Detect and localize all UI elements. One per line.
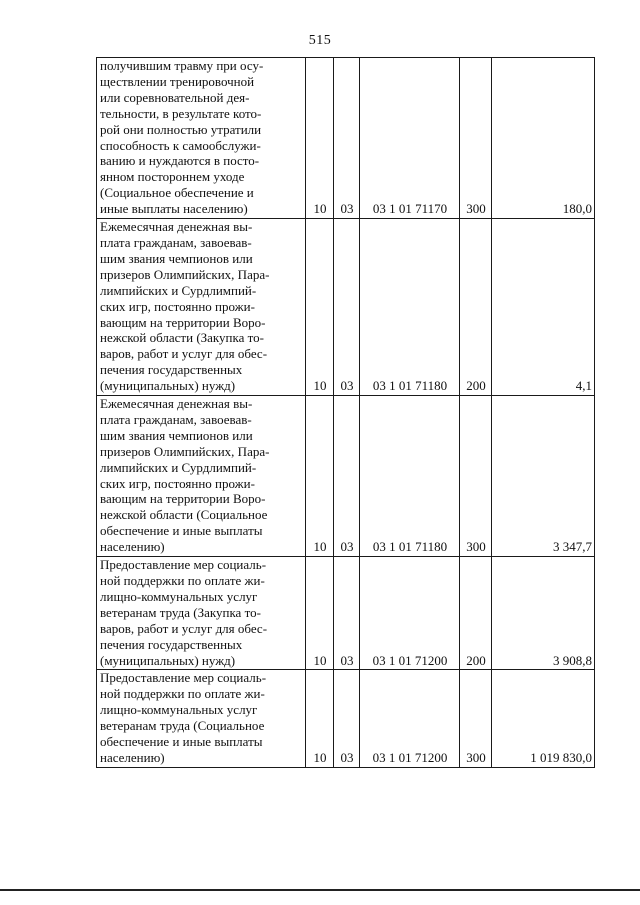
subsection-code: 03 [334,219,360,396]
expense-description [97,396,306,557]
target-article-code: 03 1 01 71180 [360,396,460,557]
description-line: (муниципальных) нужд) [100,652,236,668]
description-line: янном постороннем уходе [100,169,245,185]
description-line: варов, работ и услуг для обес- [100,620,268,636]
description-line: вающим на территории Воро- [100,491,266,507]
description-line: вающим на территории Воро- [100,314,266,330]
expense-type-code: 300 [460,58,492,219]
description-line: способность к самообслужи- [100,137,261,153]
description-line: лимпийских и Сурдлимпий- [100,459,257,475]
description-line: печения государственных [100,636,243,652]
description-line: (Социальное обеспечение и [100,185,254,201]
description-line: иные выплаты населению) [100,201,248,217]
description-line: Предоставление мер социаль- [100,670,267,686]
description-line: печения государственных [100,362,243,378]
description-line: тельности, в результате кото- [100,105,262,121]
description-line: населению) [100,749,165,765]
description-line: лищно-коммунальных услуг [100,702,258,718]
description-line: обеспечение и иные выплаты [100,734,263,750]
subsection-code: 03 [334,396,360,557]
description-line: ских игр, постоянно прожи- [100,298,255,314]
description-line: обеспечение и иные выплаты [100,523,263,539]
expense-description [97,58,306,219]
target-article-code: 03 1 01 71200 [360,670,460,767]
table-row [97,670,595,767]
description-line: ной поддержки по оплате жи- [100,573,265,588]
description-line: шим звания чемпионов или [100,250,253,266]
description-line: (муниципальных) нужд) [100,378,236,394]
amount-value: 1 019 830,0 [492,670,595,767]
description-line: плата гражданам, завоевав- [100,411,252,427]
description-line: ванию и нуждаются в посто- [100,153,260,169]
description-line: ских игр, постоянно прожи- [100,475,255,491]
expense-description [97,670,306,767]
table-row [97,58,595,219]
subsection-code: 03 [334,670,360,767]
description-line: ной поддержки по оплате жи- [100,686,265,702]
budget-table [96,57,595,768]
target-article-code: 03 1 01 71180 [360,219,460,396]
description-line: Предоставление мер социаль- [100,557,267,573]
page-number: 515 [308,33,332,48]
description-line: ветеранам труда (Закупка то- [100,604,261,620]
description-line: ществлении тренировочной [100,73,255,89]
amount-value: 180,0 [492,58,595,219]
description-line: нежской области (Закупка то- [100,330,264,346]
description-line: ветеранам труда (Социальное [100,718,265,734]
expense-type-code: 200 [460,557,492,670]
target-article-code: 03 1 01 71170 [360,58,460,219]
table-row [97,557,595,670]
table-row [97,219,595,396]
section-code: 10 [306,58,334,219]
description-line: получившим травму при осу- [100,58,264,73]
description-line: призеров Олимпийских, Пара- [100,266,270,282]
section-code: 10 [306,396,334,557]
description-line: Ежемесячная денежная вы- [100,396,253,412]
section-code: 10 [306,670,334,767]
expense-description [97,557,306,670]
table-row [97,396,595,557]
description-line: населению) [100,539,165,555]
section-code: 10 [306,557,334,670]
description-line: нежской области (Социальное [100,507,268,523]
description-line: лимпийских и Сурдлимпий- [100,282,257,298]
expense-description [97,219,306,396]
target-article-code: 03 1 01 71200 [360,557,460,670]
description-line: или соревновательной дея- [100,89,250,105]
description-line: Ежемесячная денежная вы- [100,219,253,235]
scan-bottom-edge [0,889,640,891]
description-line: варов, работ и услуг для обес- [100,346,268,362]
description-line: призеров Олимпийских, Пара- [100,443,270,459]
description-line: плата гражданам, завоевав- [100,234,252,250]
description-line: рой они полностью утратили [100,121,262,137]
expense-type-code: 300 [460,396,492,557]
subsection-code: 03 [334,557,360,670]
description-line: шим звания чемпионов или [100,427,253,443]
description-line: лищно-коммунальных услуг [100,588,258,604]
expense-type-code: 200 [460,219,492,396]
table-body [97,58,595,768]
amount-value: 3 347,7 [492,396,595,557]
subsection-code: 03 [334,58,360,219]
amount-value: 3 908,8 [492,557,595,670]
expense-type-code: 300 [460,670,492,767]
amount-value: 4,1 [492,219,595,396]
section-code: 10 [306,219,334,396]
